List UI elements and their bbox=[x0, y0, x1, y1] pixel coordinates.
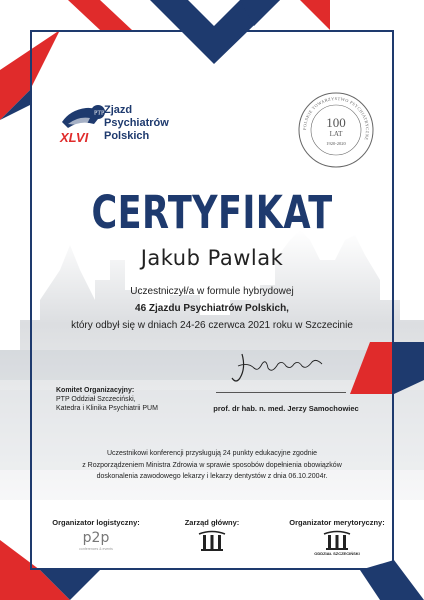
seal-word: LAT bbox=[329, 130, 343, 138]
organizing-committee bbox=[56, 386, 158, 413]
logo-roman-numeral: XLVI bbox=[60, 130, 89, 145]
recipient-name: Jakub Pawlak bbox=[140, 246, 284, 270]
committee-line2: Katedra i Klinika Psychiatrii PUM bbox=[56, 405, 158, 412]
committee-heading: Komitet Organizacyjny: bbox=[56, 387, 135, 394]
participation-statement bbox=[40, 283, 384, 334]
seal-years: 1920-2020 bbox=[326, 141, 346, 146]
anniversary-seal bbox=[296, 90, 376, 170]
handwritten-signature bbox=[228, 348, 328, 386]
statement-line2: 46 Zjazdu Psychiatrów Polskich, bbox=[135, 303, 289, 314]
logo-line1: Zjazd bbox=[104, 104, 133, 116]
committee-line1: PTP Oddział Szczeciński, bbox=[56, 396, 136, 403]
statement-line1: Uczestniczył/a w formule hybrydowej bbox=[130, 286, 294, 297]
logo-text bbox=[104, 104, 169, 143]
credits-line3: doskonalenia zawodowego lekarzy i lekarzy dentystów z dnia 06.10.2004r. bbox=[96, 473, 328, 480]
certificate-title: CERTYFIKAT bbox=[91, 186, 333, 239]
signature-hidden-text: Jerzy Samochowiec bbox=[228, 348, 237, 349]
statement-line3: który odbył się w dniach 24-26 czerwca 2021 roku w Szczecinie bbox=[71, 320, 353, 331]
seal-ring-text: POLSKIE TOWARZYSTWO PSYCHIATRYCZNE bbox=[301, 95, 371, 142]
signatory-name: prof. dr hab. n. med. Jerzy Samochowiec bbox=[213, 404, 359, 413]
ptp-board-logo bbox=[196, 530, 228, 552]
education-credits-note bbox=[40, 448, 384, 483]
signature-line bbox=[216, 392, 346, 393]
main-board-label: Zarząd główny: bbox=[184, 518, 240, 527]
p2p-logo: p2p bbox=[82, 530, 110, 546]
logo-mark-text: PTP bbox=[94, 110, 105, 117]
logo-line2: Psychiatrów bbox=[104, 117, 169, 129]
logistic-organizer-label: Organizator logistyczny: bbox=[52, 518, 140, 527]
merit-organizer-label: Organizator merytoryczny: bbox=[289, 518, 385, 527]
logo-line3: Polskich bbox=[104, 130, 150, 142]
ptp-branch-logo bbox=[321, 530, 353, 550]
credits-line1: Uczestnikowi konferencji przysługują 24 punkty edukacyjne zgodnie bbox=[106, 450, 318, 457]
seal-number: 100 bbox=[326, 115, 346, 130]
p2p-logo-subtitle: conferences & events bbox=[79, 547, 113, 551]
ptp-branch-subtitle: ODDZIAŁ SZCZECIŃSKI bbox=[314, 551, 360, 556]
credits-line2: z Rozporządzeniem Ministra Zdrowia w sprawie sposobów dopełnienia obowiązków bbox=[82, 461, 342, 469]
